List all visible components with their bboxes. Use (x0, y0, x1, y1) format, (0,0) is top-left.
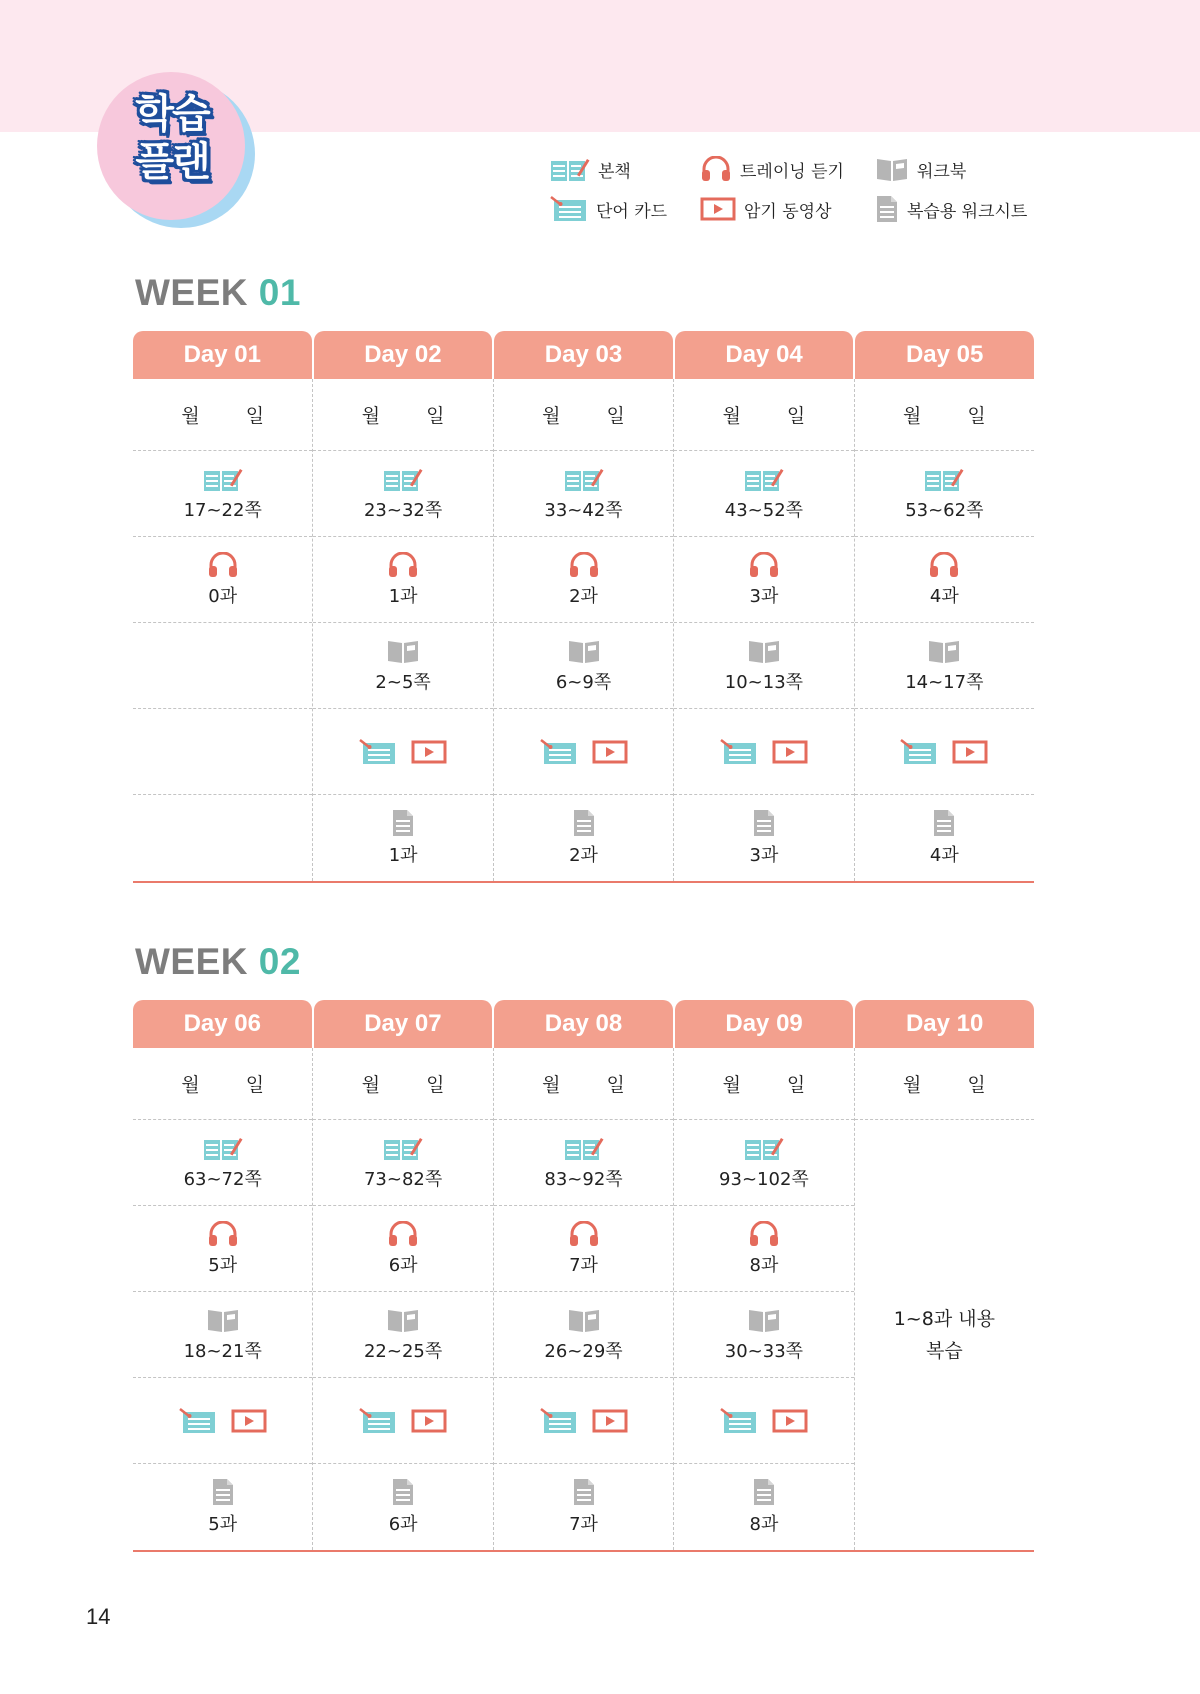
week-2-body (133, 1048, 1034, 1552)
day-column (133, 1048, 313, 1550)
book-cell (855, 451, 1034, 537)
headphones-icon (207, 552, 239, 578)
day-label: 일 (606, 405, 625, 427)
listening-cell (313, 537, 492, 623)
headphones-icon (928, 552, 960, 578)
workbook-pages: 2~5쪽 (375, 671, 431, 693)
day-header: Day 02 (314, 331, 493, 379)
empty-cell (133, 795, 312, 881)
page-number: 14 (86, 1604, 111, 1629)
worksheet-cell (674, 1464, 853, 1550)
book-pages: 63~72쪽 (183, 1168, 262, 1190)
book-pages: 53~62쪽 (905, 499, 984, 521)
legend-item-word-card (550, 192, 667, 226)
book-pages: 33~42쪽 (544, 499, 623, 521)
day-label: 일 (606, 1074, 625, 1096)
worksheet-cell (494, 795, 673, 881)
book-pages: 23~32쪽 (363, 499, 443, 521)
worksheet-icon (752, 1478, 776, 1506)
date-cell[interactable] (133, 1048, 312, 1120)
logo-line-1: 학습 (135, 91, 209, 137)
week-1-table (133, 331, 1034, 883)
book-icon (564, 1135, 604, 1161)
month-label: 월 (361, 1074, 381, 1096)
worksheet-lesson: 5과 (208, 1514, 238, 1535)
worksheet-lesson: 3과 (749, 845, 779, 866)
listening-cell (674, 537, 853, 623)
card-video-cell (133, 1378, 312, 1464)
book-cell (494, 1120, 673, 1206)
month-label: 월 (902, 1074, 922, 1096)
workbook-icon (927, 638, 961, 664)
workbook-icon (747, 638, 781, 664)
worksheet-lesson: 7과 (569, 1514, 598, 1535)
listening-cell (133, 1206, 312, 1292)
card-video-cell (674, 1378, 853, 1464)
word-card-icon (720, 739, 758, 765)
workbook-cell (674, 1292, 853, 1378)
book-icon (564, 466, 604, 492)
listening-cell (133, 537, 312, 623)
review-cell (855, 1120, 1034, 1550)
headphones-icon (387, 1221, 419, 1247)
listening-cell (855, 537, 1034, 623)
week-number: 02 (258, 941, 301, 982)
video-play-icon (772, 1408, 808, 1434)
headphones-icon (568, 552, 600, 578)
word-card-icon (179, 1408, 217, 1434)
day-column (855, 379, 1034, 881)
day-header: Day 09 (675, 1000, 854, 1048)
word-card-icon (359, 1408, 397, 1434)
worksheet-lesson: 6과 (388, 1514, 418, 1535)
book-cell (674, 1120, 853, 1206)
worksheet-cell (855, 795, 1034, 881)
workbook-cell (313, 1292, 492, 1378)
workbook-cell (494, 1292, 673, 1378)
day-column (133, 379, 313, 881)
headphones-icon (207, 1221, 239, 1247)
legend-label: 단어 카드 (596, 201, 668, 222)
day-column (313, 1048, 493, 1550)
book-pages: 43~52쪽 (724, 499, 804, 521)
video-play-icon (411, 739, 447, 765)
month-label: 월 (181, 405, 200, 427)
worksheet-icon (875, 195, 899, 223)
legend-label: 복습용 워크시트 (907, 201, 1028, 222)
workbook-pages: 14~17쪽 (905, 671, 984, 693)
headphones-icon (568, 1221, 600, 1247)
worksheet-cell (133, 1464, 312, 1550)
legend-item-worksheet (875, 192, 1027, 226)
worksheet-lesson: 2과 (569, 845, 598, 866)
date-cell[interactable] (494, 379, 673, 451)
week-2-table (133, 1000, 1034, 1552)
workbook-pages: 18~21쪽 (183, 1340, 262, 1362)
book-icon (203, 1135, 243, 1161)
month-label: 월 (722, 405, 741, 427)
worksheet-icon (211, 1478, 235, 1506)
book-cell (133, 451, 312, 537)
day-column (494, 379, 674, 881)
card-video-cell (494, 1378, 673, 1464)
month-label: 월 (542, 405, 561, 427)
legend-item-book (550, 152, 631, 186)
day-label: 일 (786, 1074, 806, 1096)
book-pages: 83~92쪽 (544, 1168, 623, 1190)
word-card-icon (550, 196, 588, 222)
workbook-icon (386, 1307, 420, 1333)
week-title-2 (135, 941, 301, 983)
date-cell[interactable] (855, 379, 1034, 451)
workbook-icon (386, 638, 420, 664)
workbook-icon (875, 156, 909, 182)
listening-cell (313, 1206, 492, 1292)
listening-lesson: 6과 (388, 1254, 418, 1276)
worksheet-icon (391, 809, 415, 837)
workbook-pages: 26~29쪽 (544, 1340, 623, 1362)
workbook-cell (133, 1292, 312, 1378)
book-cell (674, 451, 853, 537)
word-card-icon (900, 739, 938, 765)
month-label: 월 (181, 1074, 200, 1096)
review-text-line-2: 복습 (925, 1340, 963, 1362)
date-cell[interactable] (313, 1048, 492, 1120)
worksheet-lesson: 8과 (749, 1514, 779, 1535)
day-header: Day 05 (855, 331, 1034, 379)
book-icon (550, 156, 590, 182)
date-cell[interactable] (855, 1048, 1034, 1120)
month-label: 월 (361, 405, 381, 427)
worksheet-cell (313, 1464, 492, 1550)
workbook-pages: 22~25쪽 (363, 1340, 443, 1362)
word-card-icon (540, 1408, 578, 1434)
workbook-pages: 6~9쪽 (555, 671, 612, 693)
legend-label: 암기 동영상 (744, 201, 832, 222)
book-icon (383, 1135, 423, 1161)
video-play-icon (700, 196, 736, 222)
book-cell (313, 451, 492, 537)
day-label: 일 (786, 405, 806, 427)
review-text-line-1: 1~8과 내용 (893, 1308, 995, 1330)
day-header: Day 10 (855, 1000, 1034, 1048)
day-header: Day 07 (314, 1000, 493, 1048)
legend-item-listening (700, 152, 844, 186)
week-number: 01 (258, 272, 301, 313)
empty-cell (133, 623, 312, 709)
day-label: 일 (967, 1074, 986, 1096)
word-card-icon (540, 739, 578, 765)
listening-lesson: 4과 (929, 585, 959, 607)
video-play-icon (231, 1408, 267, 1434)
book-cell (133, 1120, 312, 1206)
date-cell[interactable] (133, 379, 312, 451)
workbook-cell (855, 623, 1034, 709)
logo-text (117, 90, 227, 186)
worksheet-icon (752, 809, 776, 837)
book-pages: 93~102쪽 (719, 1168, 809, 1190)
workbook-cell (674, 623, 853, 709)
day-column (855, 1048, 1034, 1550)
legend-label: 워크북 (917, 161, 967, 182)
workbook-icon (747, 1307, 781, 1333)
word-card-icon (359, 739, 397, 765)
week-word: WEEK (135, 941, 248, 982)
day-label: 일 (426, 405, 445, 427)
workbook-pages: 10~13쪽 (724, 671, 804, 693)
day-column (313, 379, 493, 881)
listening-lesson: 0과 (208, 585, 238, 607)
legend-item-workbook (875, 152, 966, 186)
week-word: WEEK (135, 272, 248, 313)
book-icon (744, 466, 784, 492)
headphones-icon (700, 156, 732, 182)
day-column (494, 1048, 674, 1550)
book-cell (313, 1120, 492, 1206)
worksheet-cell (494, 1464, 673, 1550)
empty-cell (133, 709, 312, 795)
day-label: 일 (967, 405, 986, 427)
date-cell[interactable] (674, 1048, 853, 1120)
workbook-pages: 30~33쪽 (724, 1340, 804, 1362)
day-column (674, 379, 854, 881)
book-icon (744, 1135, 784, 1161)
day-header-row (133, 331, 1034, 379)
day-header: Day 03 (494, 331, 673, 379)
workbook-icon (567, 638, 601, 664)
worksheet-cell (313, 795, 492, 881)
book-icon (203, 466, 243, 492)
day-header-row (133, 1000, 1034, 1048)
legend (550, 152, 1050, 232)
workbook-cell (313, 623, 492, 709)
worksheet-icon (932, 809, 956, 837)
month-label: 월 (902, 405, 922, 427)
book-icon (383, 466, 423, 492)
worksheet-lesson: 1과 (388, 845, 418, 866)
day-label: 일 (426, 1074, 445, 1096)
listening-cell (494, 537, 673, 623)
week-title-1 (135, 272, 301, 314)
book-pages: 73~82쪽 (363, 1168, 443, 1190)
card-video-cell (313, 1378, 492, 1464)
card-video-cell (313, 709, 492, 795)
listening-lesson: 8과 (749, 1254, 779, 1276)
logo-line-2: 플랜 (135, 139, 209, 185)
card-video-cell (674, 709, 853, 795)
workbook-cell (494, 623, 673, 709)
video-play-icon (952, 739, 988, 765)
listening-lesson: 5과 (208, 1254, 238, 1276)
week-1-body (133, 379, 1034, 883)
study-plan-logo (97, 72, 257, 230)
book-cell (494, 451, 673, 537)
worksheet-icon (391, 1478, 415, 1506)
worksheet-icon (572, 809, 596, 837)
listening-lesson: 1과 (388, 585, 418, 607)
book-pages: 17~22쪽 (183, 499, 262, 521)
day-label: 일 (245, 1074, 265, 1096)
day-column (674, 1048, 854, 1550)
legend-label: 본책 (598, 161, 631, 182)
video-play-icon (772, 739, 808, 765)
date-cell[interactable] (313, 379, 492, 451)
book-icon (924, 466, 964, 492)
listening-cell (674, 1206, 853, 1292)
day-header: Day 04 (675, 331, 854, 379)
headphones-icon (387, 552, 419, 578)
month-label: 월 (542, 1074, 561, 1096)
listening-lesson: 2과 (569, 585, 598, 607)
word-card-icon (720, 1408, 758, 1434)
day-header: Day 01 (133, 331, 312, 379)
listening-lesson: 3과 (749, 585, 779, 607)
worksheet-lesson: 4과 (929, 845, 959, 866)
month-label: 월 (722, 1074, 741, 1096)
day-header: Day 08 (494, 1000, 673, 1048)
workbook-icon (567, 1307, 601, 1333)
card-video-cell (494, 709, 673, 795)
day-header: Day 06 (133, 1000, 312, 1048)
legend-label: 트레이닝 듣기 (740, 161, 844, 182)
listening-lesson: 7과 (569, 1254, 598, 1276)
headphones-icon (748, 552, 780, 578)
legend-item-video (700, 192, 832, 226)
video-play-icon (592, 1408, 628, 1434)
listening-cell (494, 1206, 673, 1292)
date-cell[interactable] (494, 1048, 673, 1120)
date-cell[interactable] (674, 379, 853, 451)
day-label: 일 (245, 405, 265, 427)
worksheet-cell (674, 795, 853, 881)
worksheet-icon (572, 1478, 596, 1506)
headphones-icon (748, 1221, 780, 1247)
card-video-cell (855, 709, 1034, 795)
video-play-icon (592, 739, 628, 765)
workbook-icon (206, 1307, 240, 1333)
video-play-icon (411, 1408, 447, 1434)
